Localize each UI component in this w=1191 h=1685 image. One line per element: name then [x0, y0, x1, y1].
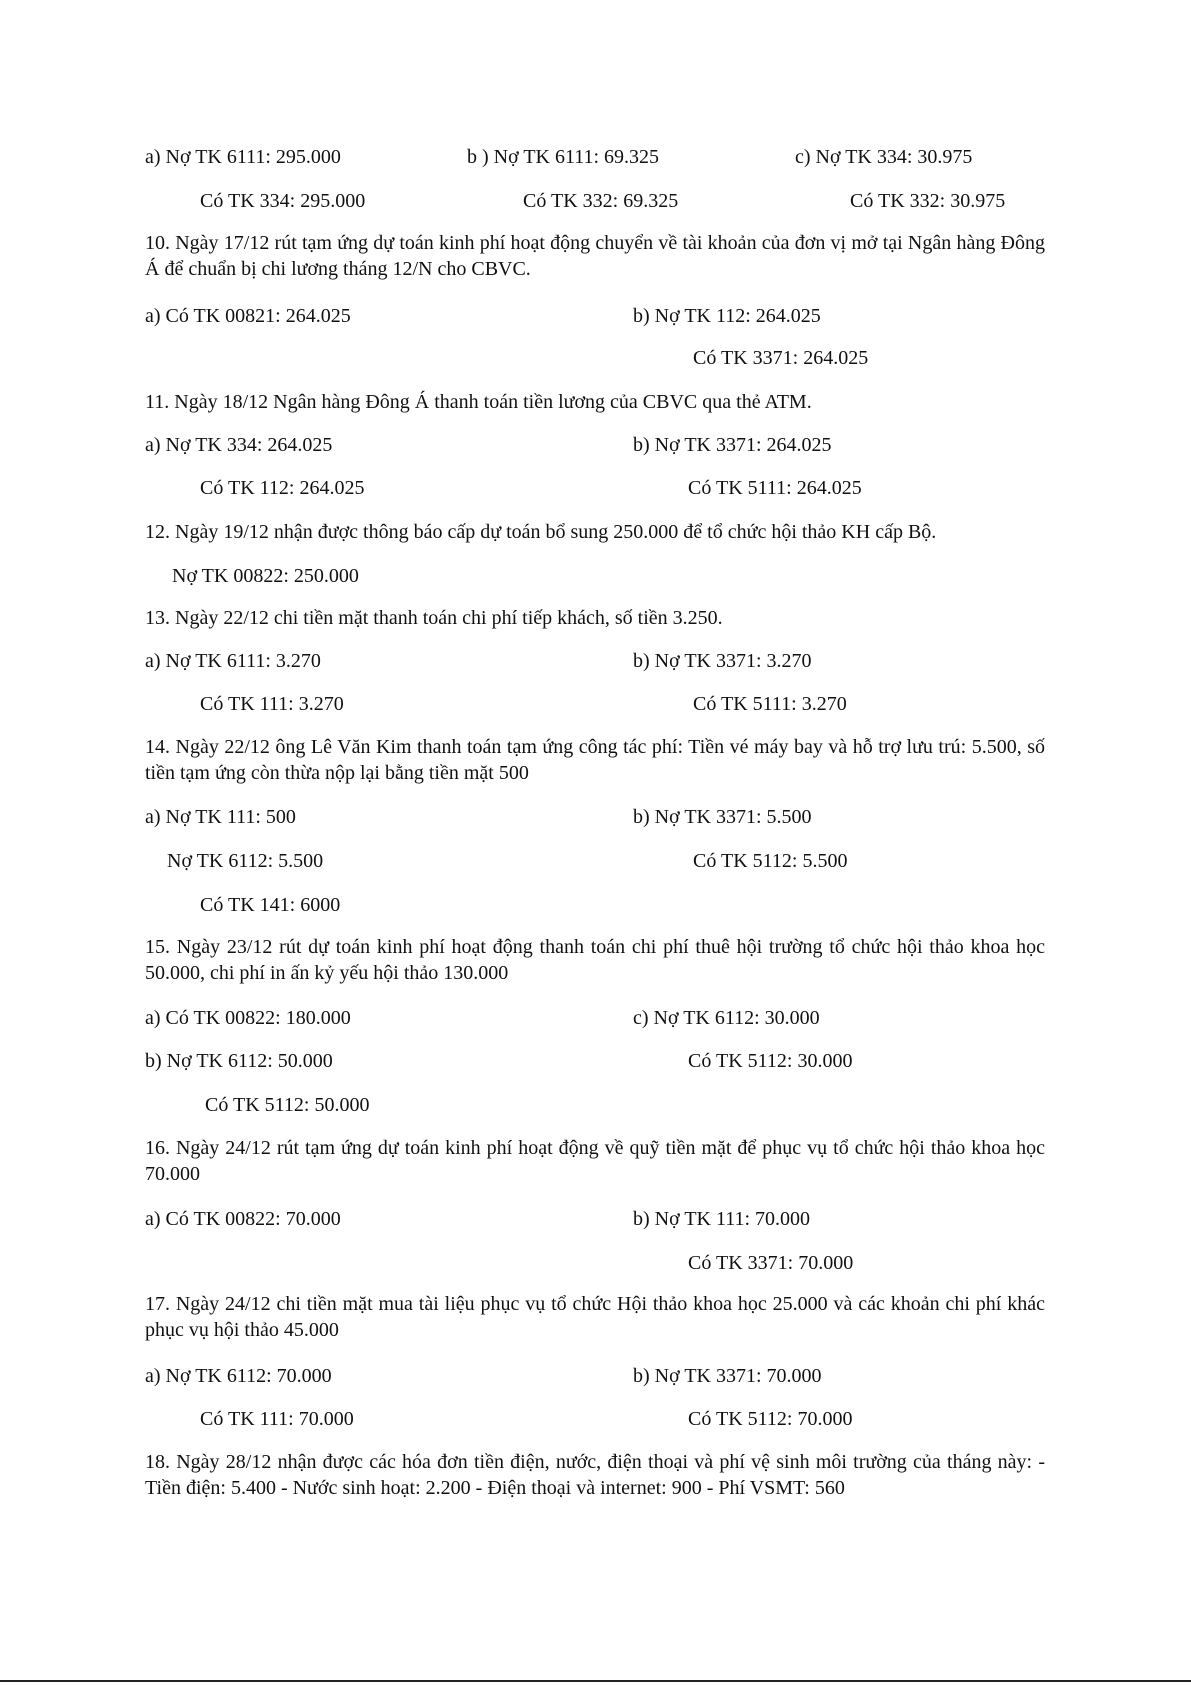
q16-answer-a-line1: a) Có TK 00822: 70.000 [145, 1208, 341, 1230]
q17-question: 17. Ngày 24/12 chi tiền mặt mua tài liệu phục vụ tổ chức Hội thảo khoa học 25.000 và các khoản chi phí khác phục vụ hội thảo 45.000 [145, 1293, 1045, 1341]
q9-answer-b-line1: b ) Nợ TK 6111: 69.325 [467, 146, 660, 168]
q15-answer-c-line2: Có TK 5112: 30.000 [688, 1050, 853, 1072]
q14-answer-b-line2: Có TK 5112: 5.500 [693, 850, 848, 872]
q11-answer-b-line1: b) Nợ TK 3371: 264.025 [633, 434, 832, 456]
q14-question: 14. Ngày 22/12 ông Lê Văn Kim thanh toán tạm ứng công tác phí: Tiền vé máy bay và hỗ trợ lưu trú: 5.500, số tiền tạm ứng còn thừa nộp lại bằng tiền mặt 500 [145, 736, 1045, 784]
q17-answer-a-line2: Có TK 111: 70.000 [200, 1408, 354, 1430]
q17-answer-b-line1: b) Nợ TK 3371: 70.000 [633, 1365, 822, 1387]
q15-question: 15. Ngày 23/12 rút dự toán kinh phí hoạt động thanh toán chi phí thuê hội trường tổ chức hội thảo khoa học 50.000, chi phí in ấn kỷ yếu hội thảo 130.000 [145, 936, 1045, 984]
q10-answer-b-line2: Có TK 3371: 264.025 [693, 347, 869, 369]
q9-answer-b-line2: Có TK 332: 69.325 [523, 190, 679, 212]
q15-answer-c-line1: c) Nợ TK 6112: 30.000 [633, 1007, 820, 1029]
q12-question: 12. Ngày 19/12 nhận được thông báo cấp dự toán bổ sung 250.000 để tổ chức hội thảo KH cấp Bộ. [145, 521, 937, 543]
q13-answer-b-line1: b) Nợ TK 3371: 3.270 [633, 650, 812, 672]
q14-answer-a-line2: Nợ TK 6112: 5.500 [167, 850, 324, 872]
q13-answer-a-line2: Có TK 111: 3.270 [200, 693, 344, 715]
q9-answer-c-line1: c) Nợ TK 334: 30.975 [795, 146, 973, 168]
q16-answer-b-line2: Có TK 3371: 70.000 [688, 1252, 854, 1274]
q15-answer-a-line1: a) Có TK 00822: 180.000 [145, 1007, 351, 1029]
q15-answer-b-line1: b) Nợ TK 6112: 50.000 [145, 1050, 333, 1072]
q14-answer-a-line3: Có TK 141: 6000 [200, 894, 341, 916]
q11-answer-a-line1: a) Nợ TK 334: 264.025 [145, 434, 333, 456]
q18-question: 18. Ngày 28/12 nhận được các hóa đơn tiền điện, nước, điện thoại và phí vệ sinh môi trường của tháng này: - Tiền điện: 5.400 - Nước sinh hoạt: 2.200 - Điện thoại và internet: 900 - Phí VSMT: 560 [145, 1451, 1045, 1499]
q11-question: 11. Ngày 18/12 Ngân hàng Đông Á thanh toán tiền lương của CBVC qua thẻ ATM. [145, 391, 812, 413]
q16-question: 16. Ngày 24/12 rút tạm ứng dự toán kinh phí hoạt động về quỹ tiền mặt để phục vụ tổ chức hội thảo khoa học 70.000 [145, 1137, 1045, 1185]
bottom-page-rule [0, 1680, 1191, 1682]
q10-answer-b-line1: b) Nợ TK 112: 264.025 [633, 305, 821, 327]
q13-answer-a-line1: a) Nợ TK 6111: 3.270 [145, 650, 321, 672]
q13-question: 13. Ngày 22/12 chi tiền mặt thanh toán chi phí tiếp khách, số tiền 3.250. [145, 607, 723, 629]
q10-question: 10. Ngày 17/12 rút tạm ứng dự toán kinh phí hoạt động chuyển về tài khoản của đơn vị mở tại Ngân hàng Đông Á để chuẩn bị chi lương tháng 12/N cho CBVC. [145, 232, 1045, 280]
q16-answer-b-line1: b) Nợ TK 111: 70.000 [633, 1208, 811, 1230]
q9-answer-a-line2: Có TK 334: 295.000 [200, 190, 366, 212]
q10-answer-a-line1: a) Có TK 00821: 264.025 [145, 305, 351, 327]
q14-answer-b-line1: b) Nợ TK 3371: 5.500 [633, 806, 812, 828]
q11-answer-b-line2: Có TK 5111: 264.025 [688, 477, 862, 499]
q9-answer-c-line2: Có TK 332: 30.975 [850, 190, 1006, 212]
q9-answer-a-line1: a) Nợ TK 6111: 295.000 [145, 146, 341, 168]
q17-answer-a-line1: a) Nợ TK 6112: 70.000 [145, 1365, 332, 1387]
q13-answer-b-line2: Có TK 5111: 3.270 [693, 693, 847, 715]
q15-answer-b-line2: Có TK 5112: 50.000 [205, 1094, 370, 1116]
q12-answer-line1: Nợ TK 00822: 250.000 [172, 565, 359, 587]
q17-answer-b-line2: Có TK 5112: 70.000 [688, 1408, 853, 1430]
q11-answer-a-line2: Có TK 112: 264.025 [200, 477, 365, 499]
q14-answer-a-line1: a) Nợ TK 111: 500 [145, 806, 296, 828]
